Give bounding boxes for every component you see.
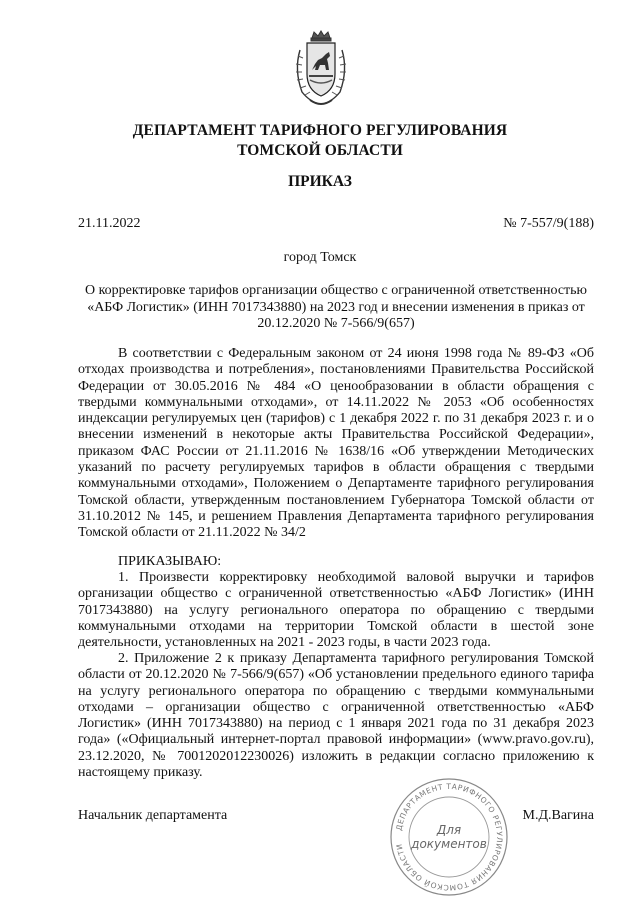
stamp-ring-text: ДЕПАРТАМЕНТ ТАРИФНОГО РЕГУЛИРОВАНИЯ ТОМСКОЙ ОБЛАСТИ xyxy=(394,781,505,893)
order-subject: О корректировке тарифов организации общество с ограниченной ответственностью «АБФ Логистик» (ИНН 7017343880) на 2023 год и внесении изменения в приказ от 20.12.2020 № 7-566/9(657) xyxy=(84,283,587,331)
signatory-name: М.Д.Вагина xyxy=(522,808,594,823)
department-name-line2: ТОМСКОЙ ОБЛАСТИ xyxy=(237,142,403,159)
city-name: город Томск xyxy=(283,250,357,265)
stamp-center-text xyxy=(388,823,510,851)
order-item-2: 2. Приложение 2 к приказу Департамента тарифного регулирования Томской области от 20.12.2020 № 7-566/9(657) «Об установлении предельного единого тарифа на услугу регионального оператора по обращению с твердыми коммунальными отходами – организации общество с ограниченной ответственностью «АБФ Логистик» (ИНН 7017343880) на период с 1 января 2021 года по 31 декабря 2023 года» («Официальный интернет-портал правовой информации» (www.pravo.gov.ru), 23.12.2020, № 7001202012230026) изложить в редакции согласно приложению к настоящему приказу. xyxy=(78,651,594,781)
stamp-center-line2: документов xyxy=(411,837,487,851)
document-type-title: ПРИКАЗ xyxy=(288,173,352,190)
orders-heading: ПРИКАЗЫВАЮ: xyxy=(118,554,222,569)
department-name-line1: ДЕПАРТАМЕНТ ТАРИФНОГО РЕГУЛИРОВАНИЯ xyxy=(132,122,508,139)
order-number: № 7-557/9(188) xyxy=(503,216,594,231)
stamp-center-line1: Для xyxy=(436,823,462,837)
preamble-paragraph: В соответствии с Федеральным законом от 24 июня 1998 года № 89-ФЗ «Об отходах производства и потребления», постановлениями Правительства Российской Федерации от 30.05.2016 № 484 «О ценообразовании в области обращения с твердыми коммунальными отходами», от 14.11.2022 № 2053 «Об особенностях индексации регулируемых цен (тарифов) с 1 декабря 2022 г. по 31 декабря 2023 г. и о внесении изменений в некоторые акты Правительства Российской Федерации», приказом ФАС России от 21.11.2016 № 1638/16 «Об утверждении Методических указаний по расчету регулируемых тарифов в области обращения с твердыми коммунальными отходами», Положением о Департаменте тарифного регулирования Томской области, утвержденным постановлением Губернатора Томской области от 31.10.2012 № 145, и решением Правления Департамента тарифного регулирования Томской области от 21.11.2022 № 34/2 xyxy=(78,346,594,541)
department-name xyxy=(60,121,580,161)
signatory-position: Начальник департамента xyxy=(78,808,228,823)
order-date: 21.11.2022 xyxy=(78,216,141,231)
coat-of-arms-emblem xyxy=(292,30,350,110)
order-item-1: 1. Произвести корректировку необходимой валовой выручки и тарифов организации общество с ограниченной ответственностью «АБФ Логистик» (ИНН 7017343880) на услугу регионального оператора по обращению с твердыми коммунальными отходами на территории Томской области в шестой зоне деятельности, установленных на 2021 - 2023 годы, в части 2023 года. xyxy=(78,570,594,651)
